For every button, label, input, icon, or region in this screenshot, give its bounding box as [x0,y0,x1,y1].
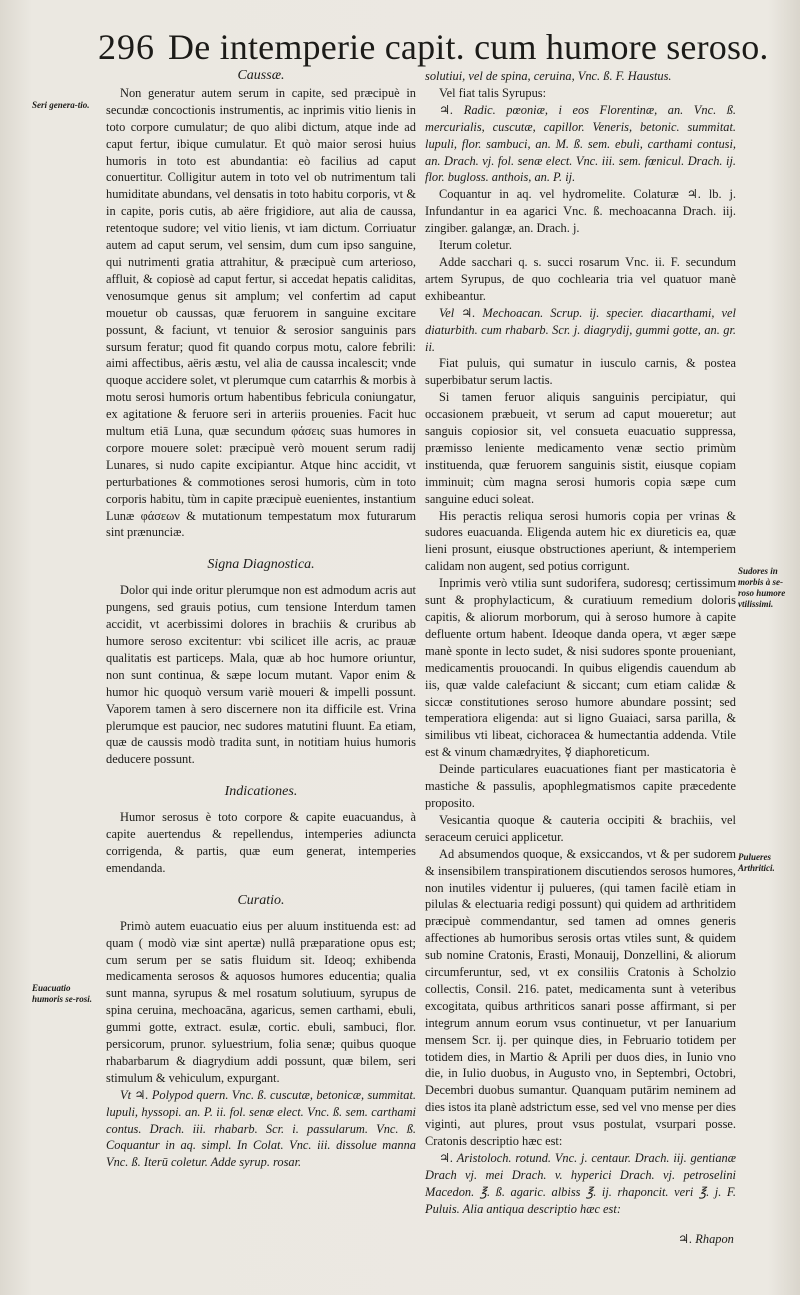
paragraph-haustus: solutiui, vel de spina, ceruina, Vnc. ß. F. Haustus. [425,69,672,83]
running-title: De intemperie capit. cum humore seroso. [168,27,769,67]
paragraph-coquantur: Coquantur in aq. vel hydromelite. Colaturæ ♃. lb. j. Infundantur in ea agarici Vnc. ß. mechoacanna Drach. iij. zingiber. galangæ, an. Drach. j. [425,187,736,236]
paragraph-fiat-puluis: Fiat puluis, qui sumatur in iusculo carnis, & postea superbibatur serum lactis. [425,356,736,388]
heading-indicationes: Indicationes. [224,784,298,800]
paragraph-recipe-mechoacan: Vel ♃. Mechoacan. Scrup. ij. specier. diacarthami, vel diaturbith. cum rhabarb. Scr. j. diagrydij, gummi gotte, an. gr. ii. [425,305,736,354]
heading-signa-diagnostica: Signa Diagnostica. [207,557,315,573]
paragraph-vrinas-sudores: His peractis reliqua serosi humoris copia per vrinas & sudores euacuanda. Eligenda autem hic ex diureticis ea, quæ lieni prosunt, eiusque obstructiones aperiunt, & intemperiem calidam non augent, sed potius corrigunt. [425,508,736,574]
paragraph-sudorifera: Inprimis verò vtilia sunt sudorifera, sudoresq; certissimum sunt & prophylacticum, & curatiuum remedium doloris capitis, & aliorum morborum, qui à seroso humore à capite defluente ortum habent. Ideoque danda opera, vt æger sæpe manè sponte in lecto sudet, & nisi sudores sponte proueniant, medicamentis prouocandi. In quibus eligendis cauendum ab iis, quæ valde calefaciunt & siccant; cum etiam calidæ & siccæ constitutiones seroso humore abundare possint; sed temperatiora eligenda: aut si ligno Guaiaci, sarsa parilla, & similibus vti libeat, cichoracea & humectantia addenda. Vtile est & vinum chamædryites, ☿ diaphoreticum. [425,576,736,760]
margin-note-pulueres: Pulueres Arthritici. [738,852,775,873]
paragraph-syrupus-intro: Vel fiat talis Syrupus: [439,85,547,100]
paragraph-indicationes: Humor serosus è toto corpore & capite euacuandus, à capite auertendus & repellendus, intemperies adiuncta corrigenda, & partis, quæ eum generat, intemperies emendanda. [106,810,416,875]
paragraph-venae-sectio: Si tamen feruor aliquis sanguinis percipiatur, qui occasionem præbueit, vt serum ad caput moueretur; aut sanguis copiosior sit, vel consueta euacuatio suppressa, præmisso leniente medicamento venæ sectio primùm instituenda, quæ feruorem sanguinis sistit, eiusque copiam imminuit; cùm magna serosi humoris copia sæpe cum sanguine educi soleat. [425,390,736,506]
margin-note-euacuatio: Euacuatio humoris se-rosi. [32,983,93,1004]
paragraph-pulueres: Ad absumendos quoque, & exsiccandos, vt & per sudorem & insensibilem transpirationem discutiendos serosos humores, non inutiles videntur ij pulueres, (qui tamen facilè etiam in pilulas & electuaria redigi possunt) qui quidem ad arthritidem præcipuè commendantur, sed tamen ad omnes generis affectiones ab humoribus serosis ortas vtiles sunt, & quidem sub nomine Cratonis, Erasti, Monauij, Donzellini, & aliorum circumferuntur, sed, vt ex consiliis Cratonis à Scholzio collectis, Consil. 216. patet, medicamenta sunt à veteribus excogitata, quibus arthriticos sanari posse affirmant, si per integrum annum eorum vsus continuetur, vt per Ianuarium mensem Scr. ij. per quinque dies, in Februario totidem per totidem dies, in Martio & Aprili per duos dies, in Iunio vno die, in Iulio duobus, in Augusto vno, in Septembri, Octobri, Decembri duobus sumantur. Quanquam putārim neminem ad dies istos ita planè adstrictum esse, sed vel vno mense per dies viginti, aut plures, prout vsus postulat, vsurpari posse. Cratonis descriptio hæc est: [425,846,736,1149]
paragraph-signa: Dolor qui inde oritur plerumque non est admodum acris aut pungens, sed grauis potius, cum tensione Interdum tamen accidit, vt acerbissimi dolores in brachiis & cruribus ab humore seroso excitentur: vbi scilicet ille acris, ac prauæ qualitatis est particeps. Mala, quæ ab hoc humore oriuntur, non sunt continua, & sæpe locum mutant. Vapor enim & humor hic quoquò versum variè moueri & impelli possunt. Vaporem tamen à sero discernere non ita difficile est. Vrina plerumque est paucior, nec sudores matutini fluunt. Ea etiam, quæ de caussis modò tradita sunt, in notitiam huius humoris deducere possunt. [106,583,416,767]
running-header [98,26,778,70]
page-number: 296 [98,27,155,67]
paragraph-curatio: Primò autem euacuatio eius per aluum instituenda est: ad quam ( modò viæ sint apertæ) nullâ præparatione opus est; cum serum per se satis fluidum sit. Ideoq; exhibenda medicamenta serosos & aquosos humores educentia; qualia sunt manna, syrupus & mel rosatum solutiuum, syrupus de spina ceruina, mechoacāna, agaricus, semen carthami, ebuli, gummi gotte, extract. esulæ, cortic. ebuli, sambuci, flor. persicorum, prunor. syluestrium, folia senæ; quibus quoque rhabarbarum & diagrydium addi possunt, quæ bilem, seri stimulum & vehiculum, expurgant. [106,918,416,1085]
left-column [106,68,416,1171]
margin-note-sudores: Sudores in morbis à se-roso humore vtilissimi. [738,566,786,609]
right-column [425,68,736,1218]
catchword: ♃. Rhapon [678,1232,734,1246]
paragraph-vesicantia: Vesicantia quoque & cauteria occipiti & brachiis, vel seraceum ceruici applicetur. [425,812,736,844]
paragraph-masticatoria: Deinde particulares euacuationes fiant per masticatoria è mastiche & passulis, apophlegmatismos capite præcedente proposito. [425,762,736,810]
paragraph-recipe-paeonia: ♃. Radic. pœoniæ, i eos Florentinæ, an. Vnc. ß. mercurialis, cuscutæ, capillor. Veneris, betonic. summitat. lupuli, flor. sambuci, an. M. ß. sem. ebuli, carthami contusi, an. Drach. vj. fol. senæ elect. Vnc. iii. sem. fœnicul. Drach. ij. flor. bugloss. anthois, an. P. ij. [425,102,736,185]
heading-caussae: Caussæ. [237,68,285,83]
paragraph-adde-sacchari: Adde sacchari q. s. succi rosarum Vnc. ii. F. secundum artem Syrupus, de quo cochlearia tria vel quatuor manè exhibeantur. [425,254,736,303]
heading-curatio: Curatio. [237,892,285,908]
paragraph-recipe-polypod: Vt ♃. Polypod quern. Vnc. ß. cuscutæ, betonicæ, summitat. lupuli, hyssopi. an. P. ii. fol. senæ elect. Vnc. ß. sem. carthami contus. Drach. iii. rhabarb. Scr. i. passularum. Vnc. ß. Coquantur in aq. simpl. In Colat. Vnc. iii. dissolue manna Vnc. ß. Iterū coletur. Adde syrup. rosar. [106,1087,416,1170]
paragraph-caussae: Non generatur autem serum in capite, sed præcipuè in secundæ concoctionis instrumentis, ac inprimis vitio lienis in toto corpore cumulatur; de quo alibi dictum, atque inde ad caput fertur, ibique cumulatur. Et quò maior serosi huius humoris in toto est abundantia: eò facilius ad caput conuertitur. Colligitur autem in toto vel ob nutrimentum tali humiditate abundans, vel densatis in toto habitu corporis, vt & in capite, poris cutis, ab aëre frigidiore, aut alia de caussa, retentoque sudore; vel vitio lienis, vt iam dictum. Corriuatur autem ad caput serum, vel sensim, dum cum ipso sanguine, qui nutrimenti gratia attrahitur, & præcipuè cum arterioso, affluit, & copiosè ad caput fertur, si accedat hepatis caliditas, venosumque genus sit amplum; vel confertim ad caput mouetur ob caussas, quæ feruorem in sanguine excitare possunt, & faciunt, vt tenuior & serosior sanguinis pars sursum feratur; quod fit quando corpus motu, calore febrili: aimi affectibus, aëris æstu, vel alia de caussa incalescit; vnde quoque accidere solet, vt plerumque cum catarrhis & morbis à motu serosi humoris ortum habentibus febricula coniungatur, ex agitatione & feruore seri in arteriis prouenies. Facit huc multum etiā Luna, quæ secundum φάσεις suas humores in corpore mouere solet: præcipuè verò mouent serum radij Lunares, si nudo capite excipiantur. Atque hinc accidit, vt perturbationes & commotiones serosi humoris, cùm in toto corporis habitu, tùm in capite præcipuè euenientes, instantium Lunæ φάσεων & mutationum tempestatum mox futurarum sint prænunciæ. [106,85,416,540]
paragraph-recipe-aristoloch: ♃. Aristoloch. rotund. Vnc. j. centaur. Drach. iij. gentianæ Drach vj. mei Drach. v. hyperici Drach. vj. petroselini Macedon. ℥. ß. agaric. albiss ℥. ij. rhaponcit. veri ℥. j. F. Puluis. Alia antiqua descriptio hæc est: [425,1151,736,1216]
margin-note-seri-generatio: Seri genera-tio. [32,100,90,110]
paragraph-iterum-coletur: Iterum coletur. [439,238,512,253]
